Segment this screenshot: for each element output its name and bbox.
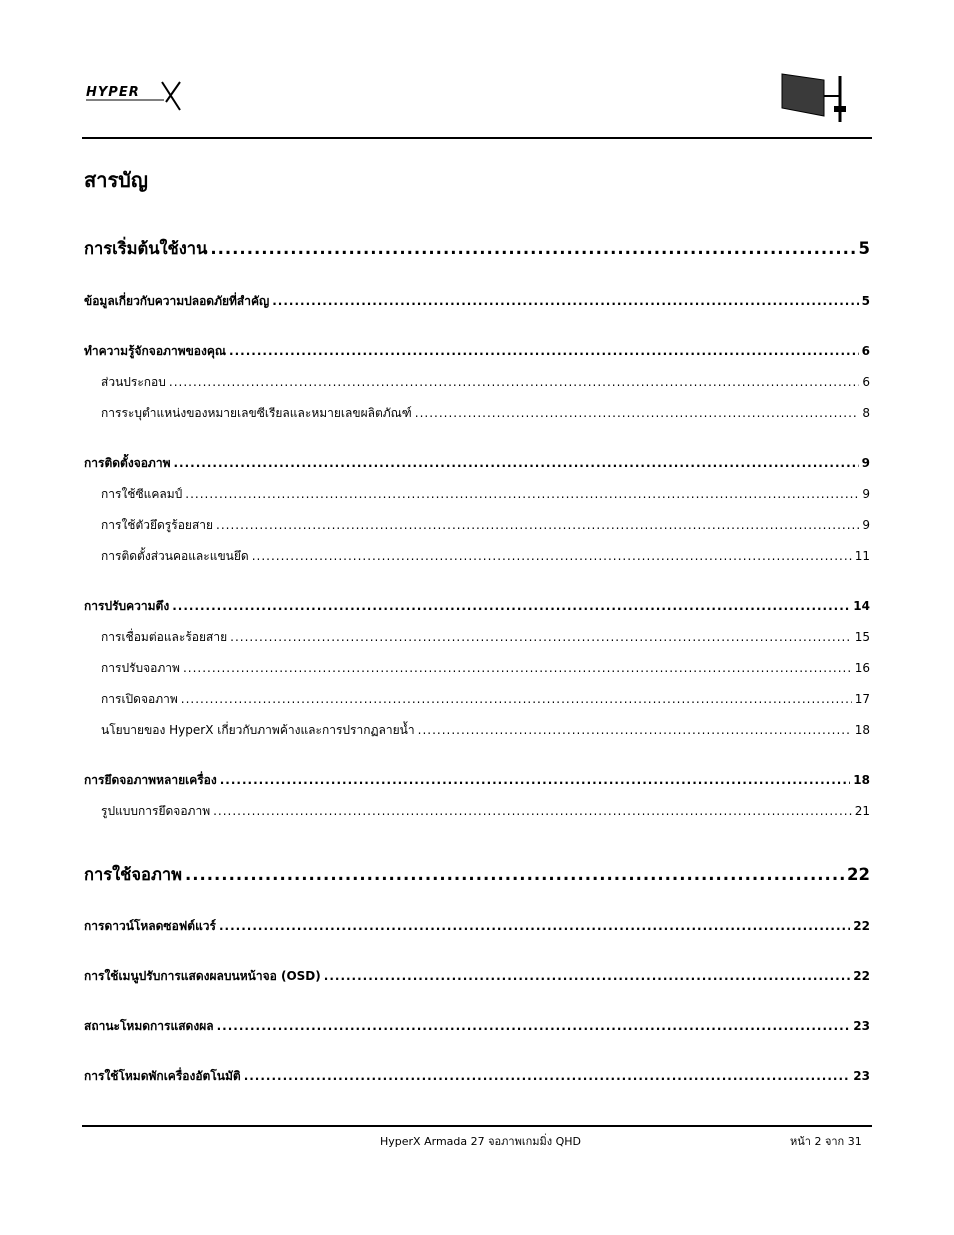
toc-title: สารบัญ <box>84 168 148 192</box>
toc-entry-label: การปรับจอภาพ <box>101 661 180 675</box>
toc-entry-label: นโยบายของ HyperX เกี่ยวกับภาพค้างและการปรากฏลายน้ำ <box>101 723 415 737</box>
toc-entry-page: 22 <box>847 865 870 884</box>
toc-entry-label: การใช้ตัวยึดรูร้อยสาย <box>101 518 214 532</box>
toc-entry[interactable] <box>84 342 870 361</box>
toc-entry-page: 9 <box>861 456 870 470</box>
toc-entry-page: 9 <box>862 518 870 532</box>
toc-leader-dots <box>183 661 852 675</box>
toc-entry[interactable] <box>84 628 870 647</box>
toc-leader-dots <box>217 1019 851 1033</box>
toc-entry-label: การเริ่มต้นใช้งาน <box>84 239 208 258</box>
toc-entry-label: การใช้จอภาพ <box>84 865 182 884</box>
toc-entry-page: 21 <box>854 804 870 818</box>
hyperx-logo <box>84 80 184 112</box>
toc-entry-label: การระบุตำแหน่งของหมายเลขซีเรียลและหมายเลขผลิตภัณฑ์ <box>101 406 412 420</box>
toc-entry[interactable] <box>84 967 870 986</box>
toc-leader-dots <box>210 239 855 258</box>
toc-entry-page: 14 <box>853 599 870 613</box>
svg-text:HYPER: HYPER <box>86 85 140 100</box>
toc-entry-label: ส่วนประกอบ <box>101 375 166 389</box>
toc-leader-dots <box>219 919 850 933</box>
toc-entry-label: ทำความรู้จักจอภาพของคุณ <box>84 344 227 358</box>
toc-leader-dots <box>216 518 859 532</box>
toc-entry-page: 15 <box>854 630 870 644</box>
toc-entry-page: 6 <box>861 344 870 358</box>
toc-entry[interactable] <box>84 547 870 566</box>
footer-page-number: หน้า 2 จาก 31 <box>790 1135 862 1148</box>
toc-leader-dots <box>169 375 859 389</box>
toc-entry-label: การใช้เมนูปรับการแสดงผลบนหน้าจอ (OSD) <box>84 969 321 983</box>
toc-entry-label: รูปแบบการยึดจอภาพ <box>101 804 211 818</box>
toc-entry[interactable] <box>84 292 870 311</box>
toc-leader-dots <box>181 692 852 706</box>
toc-leader-dots <box>220 773 851 787</box>
toc-entry[interactable] <box>84 1067 870 1086</box>
toc-entry-page: 18 <box>853 773 870 787</box>
toc-entry-page: 11 <box>854 549 870 563</box>
toc-entry[interactable] <box>84 516 870 535</box>
footer-document-title: HyperX Armada 27 จอภาพเกมมิ่ง QHD <box>380 1135 582 1148</box>
toc-entry[interactable] <box>84 862 870 888</box>
toc-leader-dots <box>185 865 844 884</box>
toc-leader-dots <box>324 969 851 983</box>
toc-leader-dots <box>230 630 852 644</box>
toc-entry-label: การปรับความตึง <box>84 599 170 613</box>
toc-entry[interactable] <box>84 236 870 262</box>
toc-entry-page: 5 <box>861 294 870 308</box>
toc-entry[interactable] <box>84 454 870 473</box>
toc-entry[interactable] <box>84 802 870 821</box>
toc-entry-label: สถานะโหมดการแสดงผล <box>84 1019 214 1033</box>
toc-entry-label: การใช้โหมดพักเครื่องอัตโนมัติ <box>84 1069 241 1083</box>
toc-entry-page: 16 <box>854 661 870 675</box>
toc-entry[interactable] <box>84 659 870 678</box>
toc-entry[interactable] <box>84 404 870 423</box>
toc-entry-page: 18 <box>854 723 870 737</box>
toc-entry[interactable] <box>84 1017 870 1036</box>
toc-entry-page: 9 <box>862 487 870 501</box>
footer-divider <box>82 1125 872 1127</box>
toc-entry-label: การติดตั้งจอภาพ <box>84 456 171 470</box>
toc-entry-label: การติดตั้งส่วนคอและแขนยึด <box>101 549 249 563</box>
toc-leader-dots <box>213 804 852 818</box>
toc-leader-dots <box>252 549 852 563</box>
toc-entry-page: 5 <box>858 239 870 258</box>
toc-leader-dots <box>229 344 859 358</box>
toc-leader-dots <box>418 723 852 737</box>
toc-entry-page: 8 <box>862 406 870 420</box>
toc-entry-label: การเปิดจอภาพ <box>101 692 178 706</box>
monitor-arm-icon <box>780 72 854 124</box>
toc-entry[interactable] <box>84 485 870 504</box>
toc-entry-label: การดาวน์โหลดซอฟต์แวร์ <box>84 919 216 933</box>
toc-entry[interactable] <box>84 917 870 936</box>
toc-entry-page: 6 <box>862 375 870 389</box>
toc-leader-dots <box>272 294 858 308</box>
toc-leader-dots <box>173 456 858 470</box>
header-divider <box>82 137 872 139</box>
toc-entry[interactable] <box>84 721 870 740</box>
toc-entry-label: การยึดจอภาพหลายเครื่อง <box>84 773 217 787</box>
toc-leader-dots <box>415 406 860 420</box>
toc-entry[interactable] <box>84 373 870 392</box>
toc-entry-page: 17 <box>854 692 870 706</box>
toc-entry-page: 22 <box>853 919 870 933</box>
toc-entry-label: การใช้ซีแคลมป์ <box>101 487 183 501</box>
toc-entry-label: ข้อมูลเกี่ยวกับความปลอดภัยที่สำคัญ <box>84 294 270 308</box>
toc-leader-dots <box>172 599 850 613</box>
toc-entry[interactable] <box>84 690 870 709</box>
toc-leader-dots <box>185 487 859 501</box>
toc-entry[interactable] <box>84 597 870 616</box>
toc-entry-page: 23 <box>853 1019 870 1033</box>
toc-entry[interactable] <box>84 771 870 790</box>
toc-entry-page: 22 <box>853 969 870 983</box>
toc-entry-label: การเชื่อมต่อและร้อยสาย <box>101 630 228 644</box>
toc-entry-page: 23 <box>853 1069 870 1083</box>
toc-leader-dots <box>244 1069 851 1083</box>
